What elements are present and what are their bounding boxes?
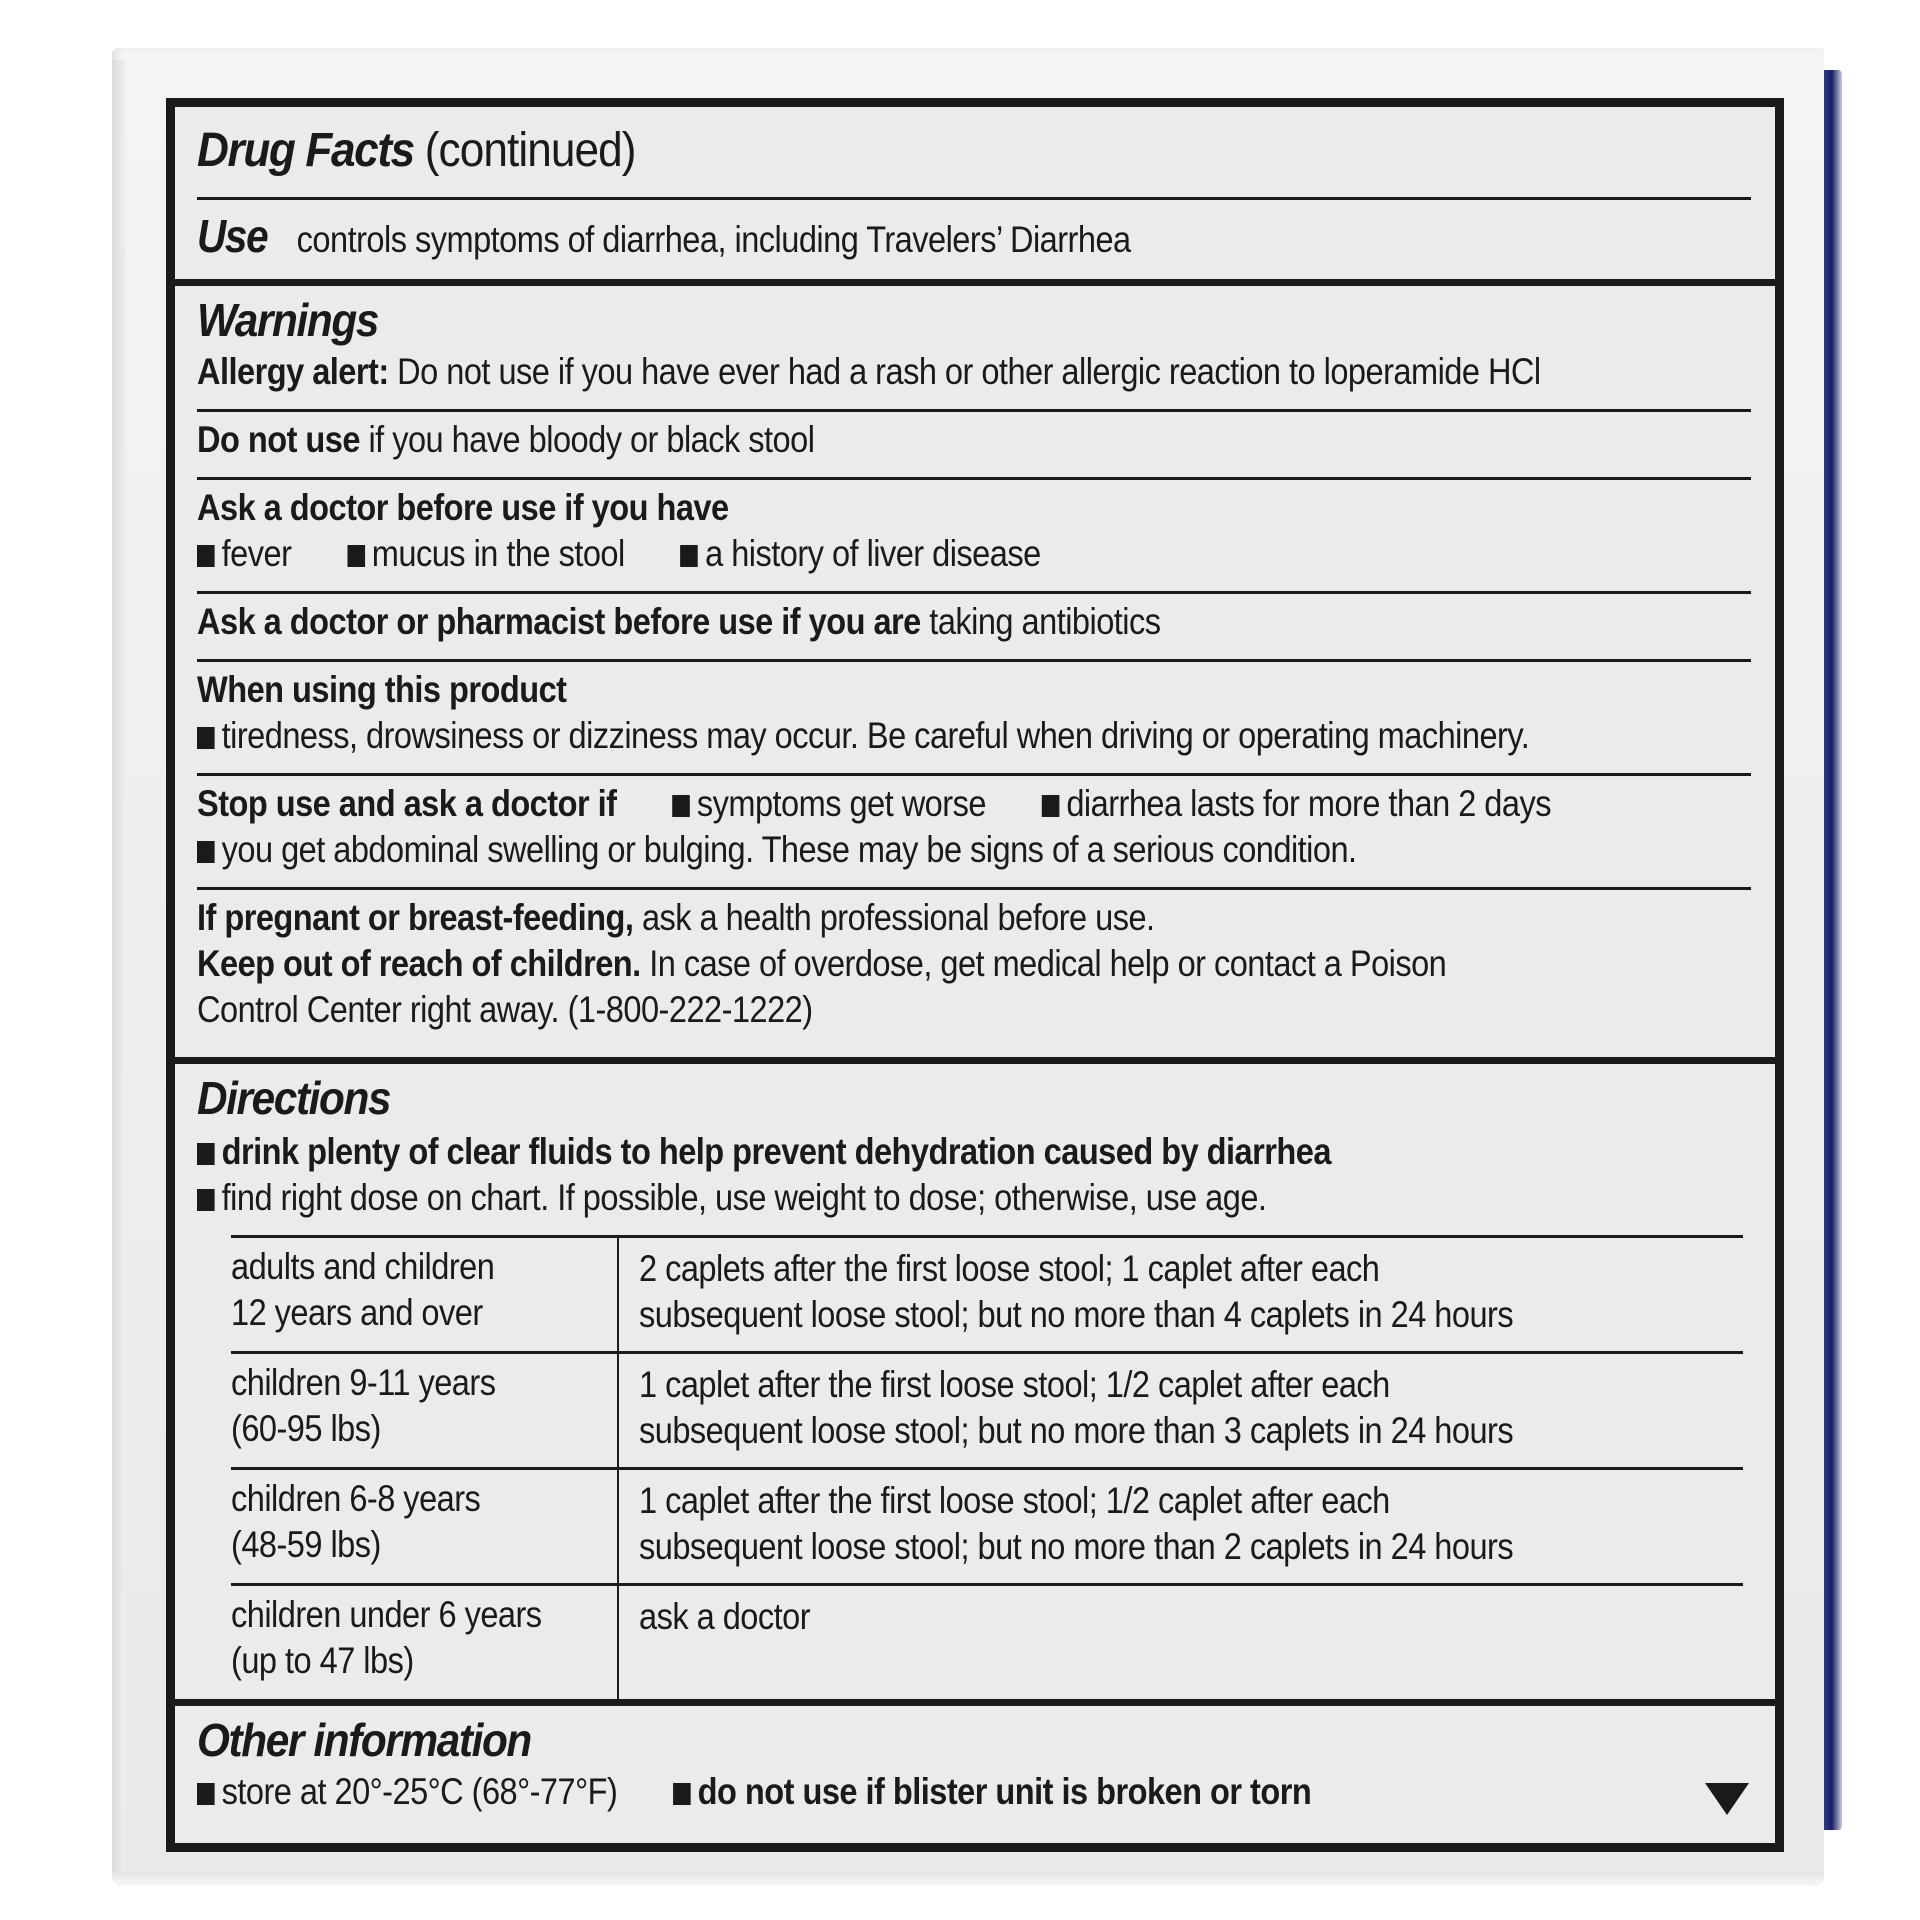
bullet-icon — [673, 1783, 691, 1805]
use-section — [197, 209, 1131, 263]
dose-cell: 1 caplet after the first loose stool; 1/2 caplet after each subsequent loose stool; but no more than 3 caplets in 24 hours — [639, 1364, 1514, 1451]
age-group-cell: children under 6 years (up to 47 lbs) — [231, 1594, 542, 1681]
directions-heading: Directions — [197, 1072, 391, 1124]
pregnant-warning — [197, 897, 1155, 939]
keep-out-label: Keep out of reach of children. — [197, 943, 641, 984]
use-text: controls symptoms of diarrhea, including Travelers’ Diarrhea — [296, 219, 1131, 260]
ask-doctor-items — [197, 533, 1041, 575]
other-information-items — [197, 1771, 1311, 1813]
continued-triangle-icon — [1705, 1783, 1749, 1815]
ask-pharmacist — [197, 601, 1161, 643]
list-item: diarrhea lasts for more than 2 days — [1066, 783, 1551, 824]
list-item: symptoms get worse — [696, 783, 986, 824]
dose-cell: 1 caplet after the first loose stool; 1/2 caplet after each subsequent loose stool; but no more than 2 caplets in 24 hours — [639, 1480, 1514, 1567]
drug-facts-title — [175, 111, 1775, 177]
keep-out-warning-cont — [197, 989, 813, 1031]
allergy-alert-label: Allergy alert: — [197, 351, 389, 392]
bullet-icon — [197, 727, 215, 749]
dose-chart — [231, 1235, 1743, 1699]
bullet-icon — [672, 795, 690, 817]
ask-pharmacist-text: taking antibiotics — [929, 601, 1161, 642]
bullet-icon — [197, 1189, 215, 1211]
bullet-icon — [680, 545, 698, 567]
table-row — [231, 1351, 1743, 1467]
table-row — [231, 1583, 1743, 1699]
list-item: tiredness, drowsiness or dizziness may occur. Be careful when driving or operating machinery. — [221, 715, 1530, 756]
title-bold: Drug Facts — [197, 124, 414, 177]
allergy-alert — [197, 351, 1541, 393]
when-using-item — [197, 715, 1529, 757]
keep-out-text-cont: Control Center right away. (1-800-222-1222) — [197, 989, 813, 1030]
when-using-label: When using this product — [197, 669, 567, 710]
bullet-icon — [197, 1783, 215, 1805]
divider — [197, 659, 1751, 662]
carton-left-edge — [112, 60, 126, 1880]
bullet-icon — [347, 545, 365, 567]
directions-item — [197, 1177, 1266, 1219]
section-divider — [175, 1057, 1775, 1064]
divider — [197, 773, 1751, 776]
drug-facts-panel — [166, 98, 1784, 1852]
divider — [197, 197, 1751, 200]
list-item: drink plenty of clear fluids to help prevent dehydration caused by diarrhea — [221, 1131, 1331, 1172]
age-group-cell: adults and children 12 years and over — [231, 1246, 495, 1333]
keep-out-warning — [197, 943, 1446, 985]
directions-item — [197, 1131, 1331, 1173]
bullet-icon — [1042, 795, 1060, 817]
dose-cell: 2 caplets after the first loose stool; 1 caplet after each subsequent loose stool; but no more than 4 caplets in 24 hours — [639, 1248, 1514, 1335]
table-row — [231, 1235, 1743, 1351]
list-item: you get abdominal swelling or bulging. These may be signs of a serious condition. — [221, 829, 1357, 870]
list-item: find right dose on chart. If possible, use weight to dose; otherwise, use age. — [221, 1177, 1267, 1218]
dose-cell: ask a doctor — [639, 1596, 811, 1637]
ask-doctor-heading — [197, 487, 729, 529]
bullet-icon — [197, 545, 215, 567]
bullet-icon — [197, 841, 215, 863]
when-using-heading — [197, 669, 567, 711]
age-group-cell: children 6-8 years (48-59 lbs) — [231, 1478, 481, 1565]
other-information-heading: Other information — [197, 1714, 531, 1766]
divider — [197, 887, 1751, 890]
do-not-use-text: if you have bloody or black stool — [368, 419, 815, 460]
divider — [197, 591, 1751, 594]
list-item: do not use if blister unit is broken or torn — [697, 1771, 1312, 1812]
stop-use — [197, 783, 1551, 825]
ask-pharmacist-label: Ask a doctor or pharmacist before use if you are — [197, 601, 921, 642]
title-suffix: (continued) — [424, 124, 636, 177]
list-item: fever — [221, 533, 292, 574]
list-item: mucus in the stool — [371, 533, 625, 574]
table-row — [231, 1467, 1743, 1583]
pregnant-text: ask a health professional before use. — [641, 897, 1155, 938]
divider — [197, 409, 1751, 412]
bullet-icon — [197, 1143, 215, 1165]
use-label: Use — [197, 210, 268, 262]
section-divider — [175, 279, 1775, 286]
ask-doctor-label: Ask a doctor before use if you have — [197, 487, 729, 528]
section-divider — [175, 1699, 1775, 1706]
list-item: store at 20°-25°C (68°-77°F) — [221, 1771, 618, 1812]
divider — [197, 477, 1751, 480]
do-not-use — [197, 419, 814, 461]
allergy-alert-text: Do not use if you have ever had a rash or other allergic reaction to loperamide HCl — [397, 351, 1541, 392]
age-group-cell: children 9-11 years (60-95 lbs) — [231, 1362, 496, 1449]
do-not-use-label: Do not use — [197, 419, 360, 460]
list-item: a history of liver disease — [705, 533, 1041, 574]
carton-bottom-edge — [112, 1872, 1824, 1886]
stop-use-item — [197, 829, 1357, 871]
keep-out-text: In case of overdose, get medical help or contact a Poison — [649, 943, 1447, 984]
warnings-heading: Warnings — [197, 294, 378, 346]
stop-use-label: Stop use and ask a doctor if — [197, 783, 617, 824]
pregnant-label: If pregnant or breast-feeding, — [197, 897, 634, 938]
